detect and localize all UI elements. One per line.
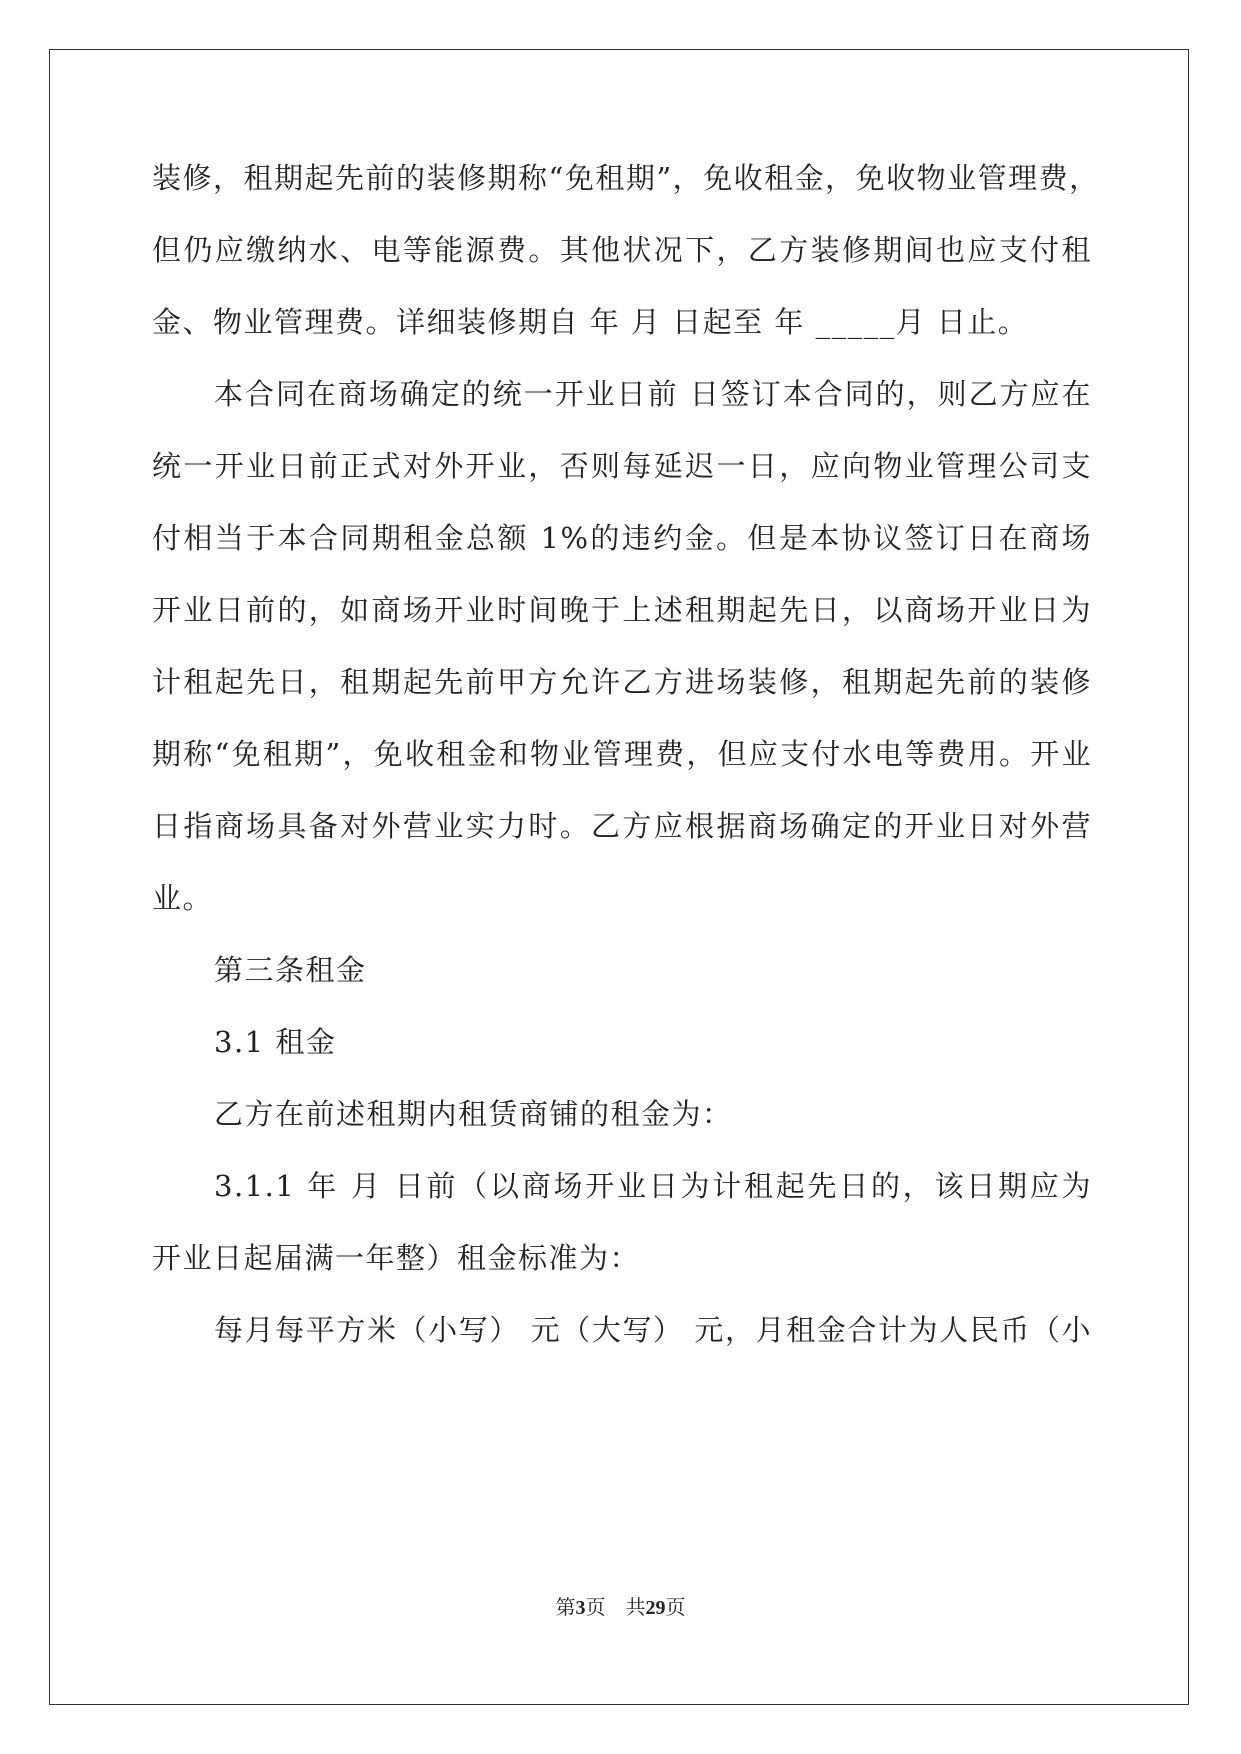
footer-suffix: 页 xyxy=(665,1597,686,1619)
paragraph-line-3: 金、物业管理费。详细装修期自 年 月 日起至 年 _____月 日止。 xyxy=(152,305,1029,339)
total-pages-number: 29 xyxy=(645,1597,666,1619)
footer-mid: 页 共 xyxy=(585,1597,646,1619)
current-page-number: 3 xyxy=(575,1597,586,1619)
paragraph-line-5: 统一开业日前正式对外开业，否则每延迟一日，应向物业管理公司支 xyxy=(152,449,1092,483)
paragraph-line-15: 3.1.1 年 月 日前（以商场开业日为计租起先日的，该日期应为 xyxy=(214,1169,1092,1203)
paragraph-line-10: 日指商场具备对外营业实力时。乙方应根据商场确定的开业日对外营 xyxy=(152,809,1092,843)
paragraph-line-14: 乙方在前述租期内租赁商铺的租金为： xyxy=(214,1097,733,1131)
paragraph-line-4: 本合同在商场确定的统一开业日前 日签订本合同的，则乙方应在 xyxy=(214,377,1092,411)
paragraph-line-8: 计租起先日，租期起先前甲方允许乙方进场装修，租期起先前的装修 xyxy=(152,665,1092,699)
section-heading-article-3: 第三条租金 xyxy=(214,953,367,987)
subsection-heading-3-1: 3.1 租金 xyxy=(214,1025,337,1059)
footer-prefix: 第 xyxy=(555,1597,576,1619)
page-border xyxy=(49,49,1189,1705)
paragraph-line-17: 每月每平方米（小写） 元（大写） 元，月租金合计为人民币（小 xyxy=(214,1313,1092,1347)
paragraph-line-6: 付相当于本合同期租金总额 1%的违约金。但是本协议签订日在商场 xyxy=(152,521,1092,555)
paragraph-line-2: 但仍应缴纳水、电等能源费。其他状况下，乙方装修期间也应支付租 xyxy=(152,233,1092,267)
paragraph-line-11: 业。 xyxy=(152,881,214,915)
paragraph-line-16: 开业日起届满一年整）租金标准为： xyxy=(152,1241,641,1275)
page-footer xyxy=(0,1595,1241,1621)
paragraph-line-9: 期称“免租期”，免收租金和物业管理费，但应支付水电等费用。开业 xyxy=(152,737,1092,771)
paragraph-line-7: 开业日前的，如商场开业时间晚于上述租期起先日，以商场开业日为 xyxy=(152,593,1092,627)
paragraph-line-1: 装修，租期起先前的装修期称“免租期”，免收租金，免收物业管理费， xyxy=(152,161,1100,195)
